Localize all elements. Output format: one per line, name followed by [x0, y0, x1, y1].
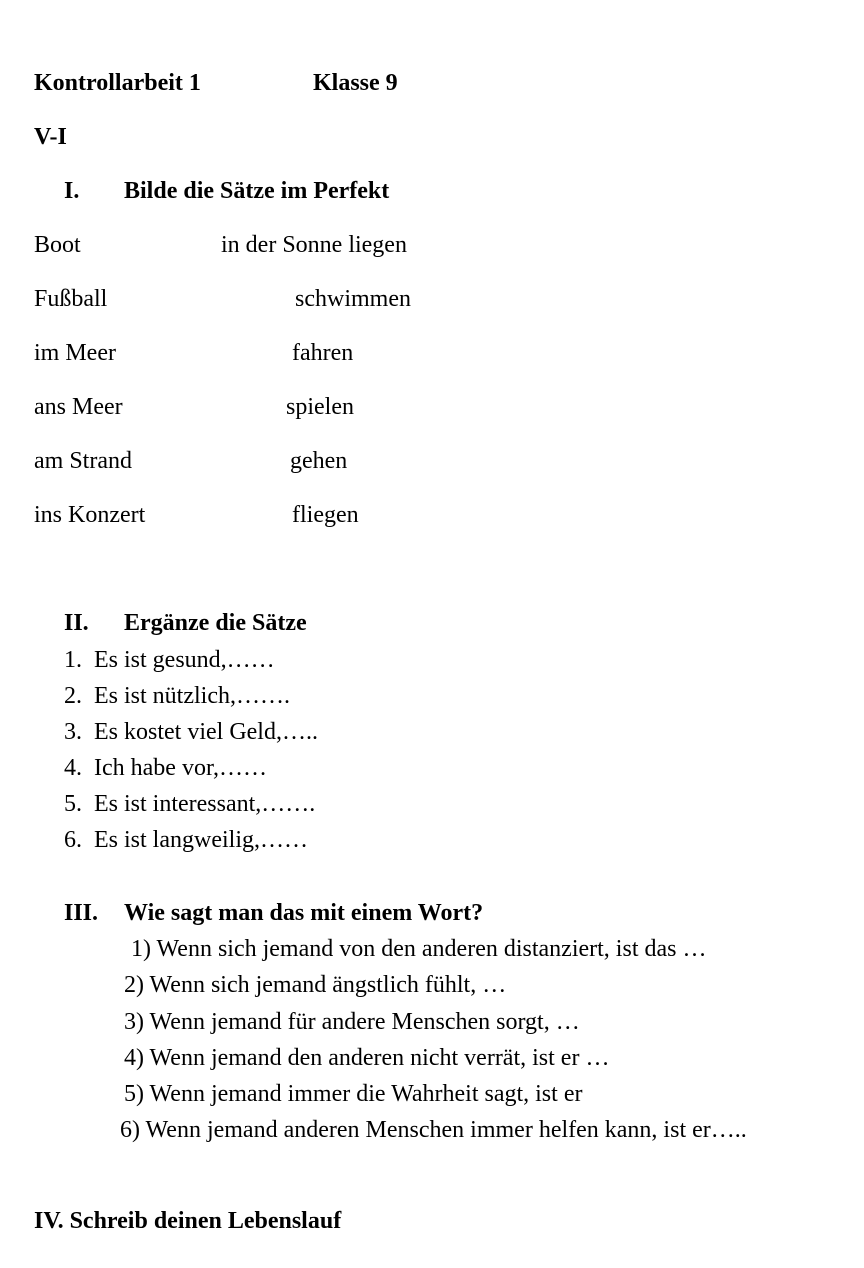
list-item-text: Es ist interessant,…….	[94, 791, 316, 817]
section-2-number: II.	[64, 610, 89, 636]
list-item-number: 1.	[64, 647, 82, 673]
question-item: 6) Wenn jemand anderen Menschen immer helfen kann, ist er…..	[120, 1117, 747, 1143]
variant-label: V-I	[34, 124, 67, 150]
verb-item: spielen	[286, 394, 354, 420]
verb-item: in der Sonne liegen	[221, 232, 407, 258]
section-3-number: III.	[64, 900, 99, 926]
question-item: 2) Wenn sich jemand ängstlich fühlt, …	[124, 972, 507, 998]
section-2-heading: Ergänze die Sätze	[124, 610, 307, 636]
worksheet-title: Kontrollarbeit 1	[34, 70, 201, 96]
list-item-number: 6.	[64, 827, 82, 853]
verb-item: schwimmen	[295, 286, 411, 312]
noun-item: ans Meer	[34, 394, 123, 420]
grade-label: Klasse 9	[313, 70, 398, 96]
noun-item: Boot	[34, 232, 81, 258]
noun-item: am Strand	[34, 448, 132, 474]
list-item-number: 5.	[64, 791, 82, 817]
question-item: 4) Wenn jemand den anderen nicht verrät, ist er …	[124, 1045, 610, 1071]
list-item-text: Es kostet viel Geld,…..	[94, 719, 318, 745]
section-1-number: I.	[64, 178, 80, 204]
question-item: 5) Wenn jemand immer die Wahrheit sagt, ist er	[124, 1081, 583, 1107]
section-3-heading: Wie sagt man das mit einem Wort?	[124, 900, 484, 926]
section-4-heading: IV. Schreib deinen Lebenslauf	[34, 1208, 342, 1234]
list-item-text: Ich habe vor,……	[94, 755, 267, 781]
list-item-number: 4.	[64, 755, 82, 781]
noun-item: im Meer	[34, 340, 116, 366]
list-item-number: 2.	[64, 683, 82, 709]
list-item-text: Es ist langweilig,……	[94, 827, 308, 853]
list-item-text: Es ist gesund,……	[94, 647, 275, 673]
verb-item: fahren	[292, 340, 354, 366]
noun-item: Fußball	[34, 286, 108, 312]
question-item: 3) Wenn jemand für andere Menschen sorgt, …	[124, 1009, 580, 1035]
question-item: 1) Wenn sich jemand von den anderen distanziert, ist das …	[131, 936, 707, 962]
noun-item: ins Konzert	[34, 502, 146, 528]
verb-item: gehen	[290, 448, 348, 474]
section-1-heading: Bilde die Sätze im Perfekt	[124, 178, 390, 204]
verb-item: fliegen	[292, 502, 359, 528]
list-item-number: 3.	[64, 719, 82, 745]
list-item-text: Es ist nützlich,…….	[94, 683, 290, 709]
